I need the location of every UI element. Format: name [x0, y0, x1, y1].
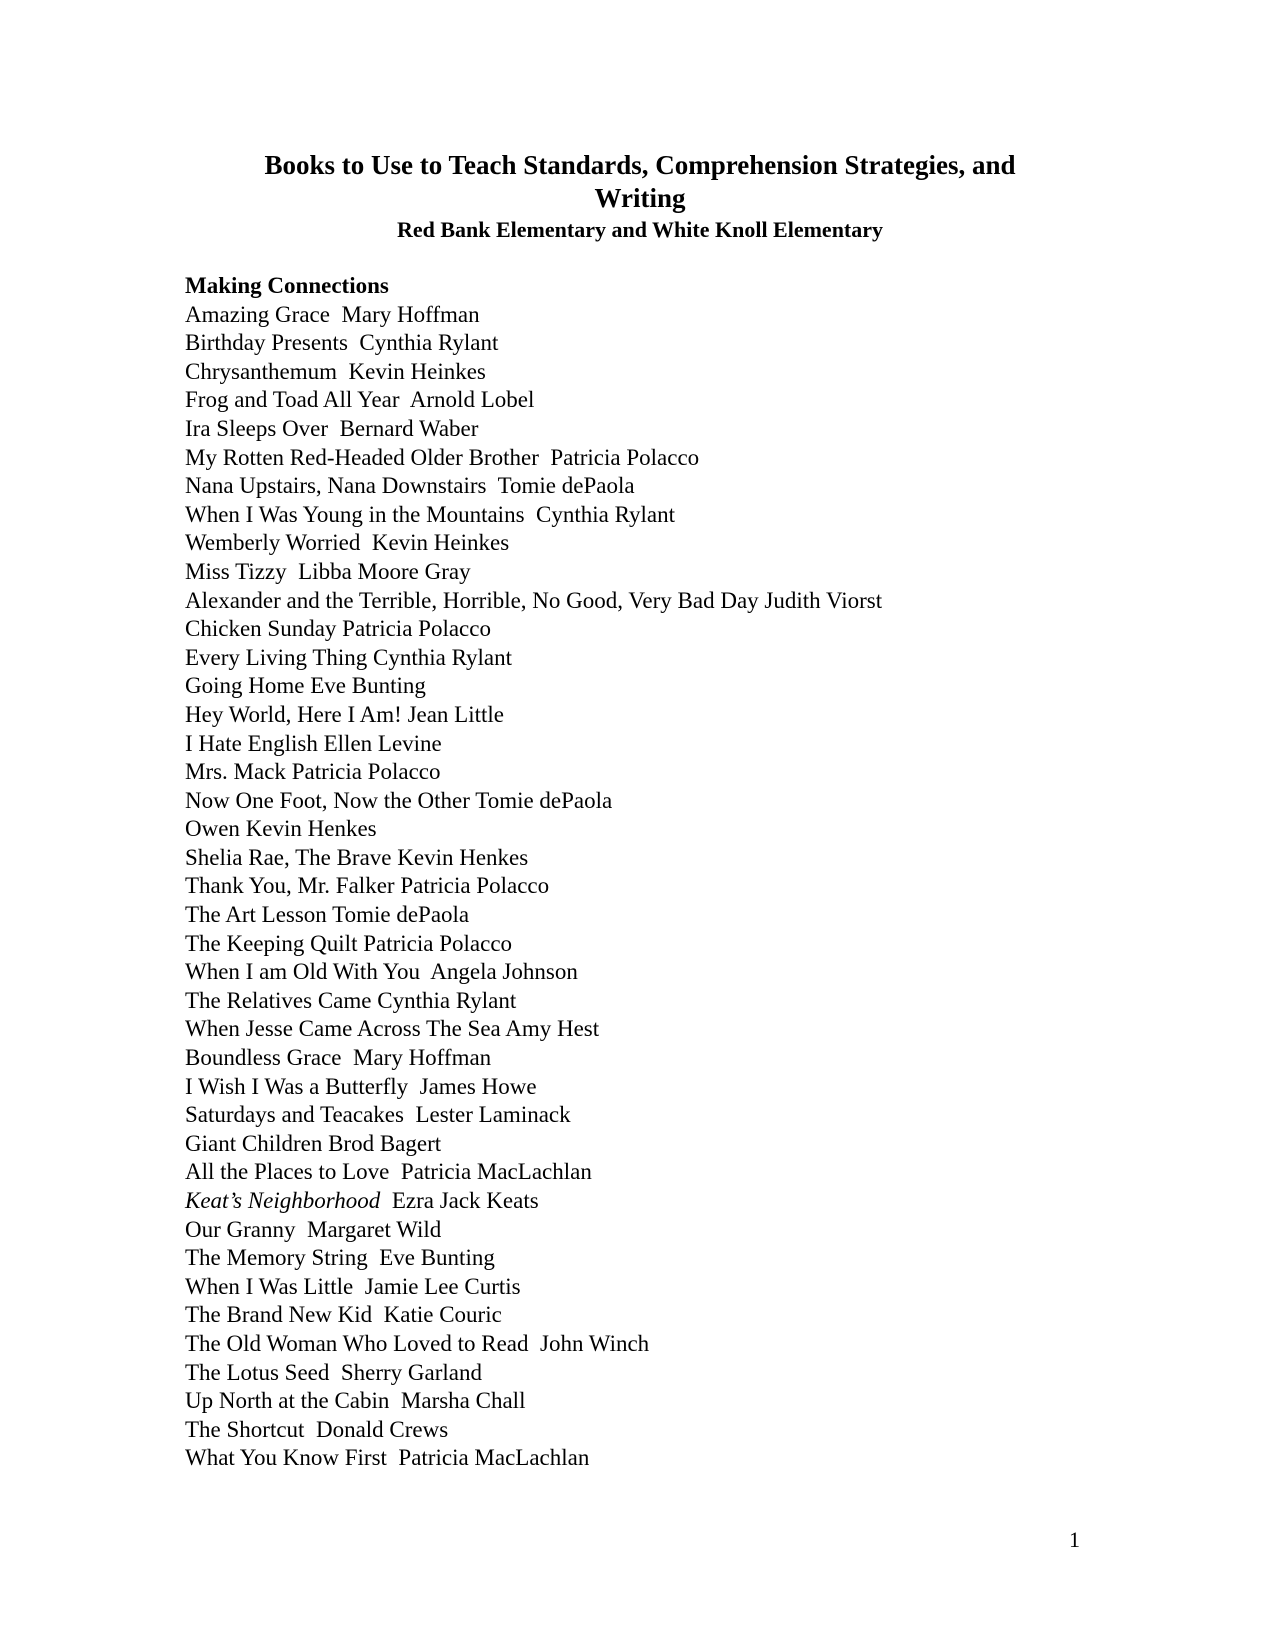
- book-list-item: [185, 987, 1185, 1016]
- book-title: Ira Sleeps Over: [185, 415, 329, 441]
- book-separator: [408, 1074, 420, 1099]
- book-author: Ellen Levine: [323, 730, 442, 756]
- book-author: Patricia MacLachlan: [400, 1159, 592, 1185]
- book-list-item: [185, 529, 1185, 558]
- book-list-item: [185, 1301, 1185, 1330]
- book-separator: [380, 1188, 392, 1213]
- book-author: Eve Bunting: [379, 1245, 495, 1271]
- book-list-item: [185, 730, 1185, 759]
- book-list-item: [185, 672, 1185, 701]
- book-list-item: [185, 472, 1185, 501]
- book-separator: [400, 387, 410, 412]
- book-separator: [328, 416, 340, 441]
- book-author: Sherry Garland: [340, 1359, 483, 1385]
- book-title: Up North at the Cabin: [185, 1388, 390, 1414]
- book-separator: [525, 502, 537, 527]
- book-title: The Old Woman Who Loved to Read: [185, 1330, 529, 1356]
- book-title: I Wish I Was a Butterfly: [185, 1073, 409, 1099]
- book-list-item: [185, 958, 1185, 987]
- book-author: Angela Johnson: [430, 959, 578, 985]
- book-author: Judith Viorst: [764, 587, 883, 613]
- book-list-item: [185, 1444, 1185, 1473]
- book-separator: [368, 1245, 380, 1270]
- book-title: Miss Tizzy: [185, 558, 287, 584]
- book-title: Nana Upstairs, Nana Downstairs: [185, 473, 487, 499]
- book-title: Shelia Rae, The Brave: [185, 844, 392, 870]
- book-list-item: [185, 1330, 1185, 1359]
- book-separator: [387, 1445, 399, 1470]
- book-list-item: [185, 615, 1185, 644]
- book-title: The Brand New Kid: [185, 1302, 373, 1328]
- book-title: The Memory String: [185, 1245, 368, 1271]
- book-author: Kevin Heinkes: [348, 358, 486, 384]
- book-author: Marsha Chall: [400, 1388, 526, 1414]
- book-title: My Rotten Red-Headed Older Brother: [185, 444, 539, 470]
- book-title: Amazing Grace: [185, 301, 330, 327]
- book-title: Keat’s Neighborhood: [185, 1188, 381, 1213]
- book-author: Libba Moore Gray: [298, 558, 471, 584]
- book-author: Cynthia Rylant: [536, 501, 676, 527]
- book-separator: [287, 559, 299, 584]
- book-list-item: [185, 1130, 1185, 1159]
- book-author: Kevin Heinkes: [371, 530, 510, 556]
- book-list-item: [185, 1044, 1185, 1073]
- book-title: Boundless Grace: [185, 1045, 342, 1071]
- book-list-item: [185, 587, 1185, 616]
- book-author: Tomie dePaola: [475, 787, 613, 813]
- book-separator: [304, 1417, 316, 1442]
- book-list-item: [185, 1187, 1185, 1216]
- book-author: Patricia Polacco: [342, 616, 491, 642]
- book-list-item: [185, 1244, 1185, 1273]
- book-author: James Howe: [419, 1073, 537, 1099]
- book-title: Now One Foot, Now the Other: [185, 787, 470, 813]
- book-title: When I Was Young in the Mountains: [185, 501, 525, 527]
- book-author: Cynthia Rylant: [359, 330, 499, 356]
- book-list-item: [185, 1387, 1185, 1416]
- book-list-item: [185, 787, 1185, 816]
- book-author: Kevin Henkes: [245, 816, 377, 842]
- book-title: All the Places to Love: [185, 1159, 390, 1185]
- book-author: Kevin Henkes: [397, 844, 529, 870]
- book-list-item: [185, 901, 1185, 930]
- book-title: The Art Lesson: [185, 902, 327, 928]
- book-title: Frog and Toad All Year: [185, 387, 400, 413]
- book-separator: [372, 1302, 384, 1327]
- book-title: Going Home: [185, 673, 305, 699]
- book-separator: [337, 359, 349, 384]
- book-title: I Hate English: [185, 730, 318, 756]
- book-title: Owen: [185, 816, 240, 842]
- book-title: Birthday Presents: [185, 330, 348, 356]
- book-title: Hey World, Here I Am!: [185, 701, 402, 727]
- book-title: The Keeping Quilt: [185, 930, 358, 956]
- book-list-item: [185, 329, 1185, 358]
- book-title: Our Granny: [185, 1216, 296, 1242]
- book-list-item: [185, 1416, 1185, 1445]
- book-list-item: [185, 1216, 1185, 1245]
- book-list-item: [185, 644, 1185, 673]
- book-separator: [348, 330, 360, 355]
- page-number: 1: [1069, 1527, 1080, 1552]
- book-author: Mary Hoffman: [341, 301, 480, 327]
- book-separator: [539, 445, 551, 470]
- book-separator: [342, 1045, 354, 1070]
- document-title-line-1: Books to Use to Teach Standards, Comprehension Strategies, and: [264, 150, 1016, 180]
- document-title-line-2: Writing: [594, 183, 686, 213]
- book-list-item: [185, 415, 1185, 444]
- book-author: John Winch: [540, 1330, 650, 1356]
- book-list-item: [185, 444, 1185, 473]
- book-list-item: [185, 815, 1185, 844]
- book-list-item: [185, 558, 1185, 587]
- book-list-item: [185, 1073, 1185, 1102]
- book-separator: [420, 959, 430, 984]
- book-title: Thank You, Mr. Falker: [185, 873, 395, 899]
- book-list-item: [185, 1101, 1185, 1130]
- book-list-item: [185, 358, 1185, 387]
- book-title: The Shortcut: [185, 1416, 305, 1442]
- book-author: Patricia MacLachlan: [398, 1445, 590, 1471]
- book-title: Alexander and the Terrible, Horrible, No Good, Very Bad Day: [185, 587, 759, 613]
- book-author: Cynthia Rylant: [377, 987, 517, 1013]
- section-making-connections: [185, 272, 1185, 1473]
- book-list-item: [185, 1273, 1185, 1302]
- book-title: The Relatives Came: [185, 987, 372, 1013]
- book-title: Giant Children: [185, 1130, 323, 1156]
- book-list-item: [185, 758, 1185, 787]
- document-title: [180, 149, 1100, 215]
- book-author: Cynthia Rylant: [373, 644, 513, 670]
- book-author: Donald Crews: [315, 1416, 449, 1442]
- book-separator: [330, 302, 342, 327]
- book-author: Katie Couric: [383, 1302, 502, 1328]
- book-separator: [329, 1360, 341, 1385]
- book-separator: [389, 1388, 401, 1413]
- book-author: Patricia Polacco: [550, 444, 700, 470]
- book-title: When I Was Little: [185, 1273, 354, 1299]
- document-subtitle: Red Bank Elementary and White Knoll Elementary: [396, 217, 884, 242]
- book-separator: [296, 1217, 308, 1242]
- book-list-item: [185, 501, 1185, 530]
- book-title: Chicken Sunday: [185, 616, 337, 642]
- book-author: Jamie Lee Curtis: [364, 1273, 521, 1299]
- book-list-item: [185, 844, 1185, 873]
- book-title: The Lotus Seed: [185, 1359, 330, 1385]
- book-author: Patricia Polacco: [363, 930, 513, 956]
- book-title: What You Know First: [185, 1445, 387, 1471]
- book-separator: [404, 1102, 416, 1127]
- book-list: [185, 301, 1185, 1473]
- book-author: Mary Hoffman: [353, 1045, 492, 1071]
- book-author: Lester Laminack: [415, 1102, 571, 1128]
- book-author: Eve Bunting: [310, 673, 426, 699]
- book-author: Margaret Wild: [307, 1216, 442, 1242]
- book-author: Brod Bagert: [328, 1130, 442, 1156]
- book-author: Patricia Polacco: [291, 759, 441, 785]
- book-title: Chrysanthemum: [185, 358, 338, 384]
- book-list-item: [185, 930, 1185, 959]
- book-separator: [353, 1274, 365, 1299]
- book-author: Patricia Polacco: [400, 873, 550, 899]
- book-author: Tomie dePaola: [332, 902, 470, 928]
- book-title: When I am Old With You: [185, 959, 421, 985]
- book-author: Arnold Lobel: [409, 387, 535, 413]
- book-author: Jean Little: [407, 701, 504, 727]
- book-separator: [529, 1331, 541, 1356]
- book-list-item: [185, 301, 1185, 330]
- book-title: Every Living Thing: [185, 644, 368, 670]
- book-title: Wemberly Worried: [185, 530, 361, 556]
- book-author: Bernard Waber: [339, 415, 479, 441]
- book-author: Amy Hest: [505, 1016, 600, 1042]
- book-author: Tomie dePaola: [497, 473, 635, 499]
- book-separator: [360, 530, 372, 555]
- book-separator: [389, 1159, 401, 1184]
- book-list-item: [185, 1359, 1185, 1388]
- book-list-item: [185, 872, 1185, 901]
- book-list-item: [185, 1015, 1185, 1044]
- book-title: Saturdays and Teacakes: [185, 1102, 404, 1128]
- book-author: Ezra Jack Keats: [391, 1188, 539, 1213]
- book-list-item: [185, 386, 1185, 415]
- book-separator: [486, 473, 497, 498]
- book-list-item: [185, 1158, 1185, 1187]
- book-title: Mrs. Mack: [185, 759, 286, 785]
- book-list-item: [185, 701, 1185, 730]
- book-title: When Jesse Came Across The Sea: [185, 1016, 501, 1042]
- section-heading: Making Connections: [185, 273, 389, 298]
